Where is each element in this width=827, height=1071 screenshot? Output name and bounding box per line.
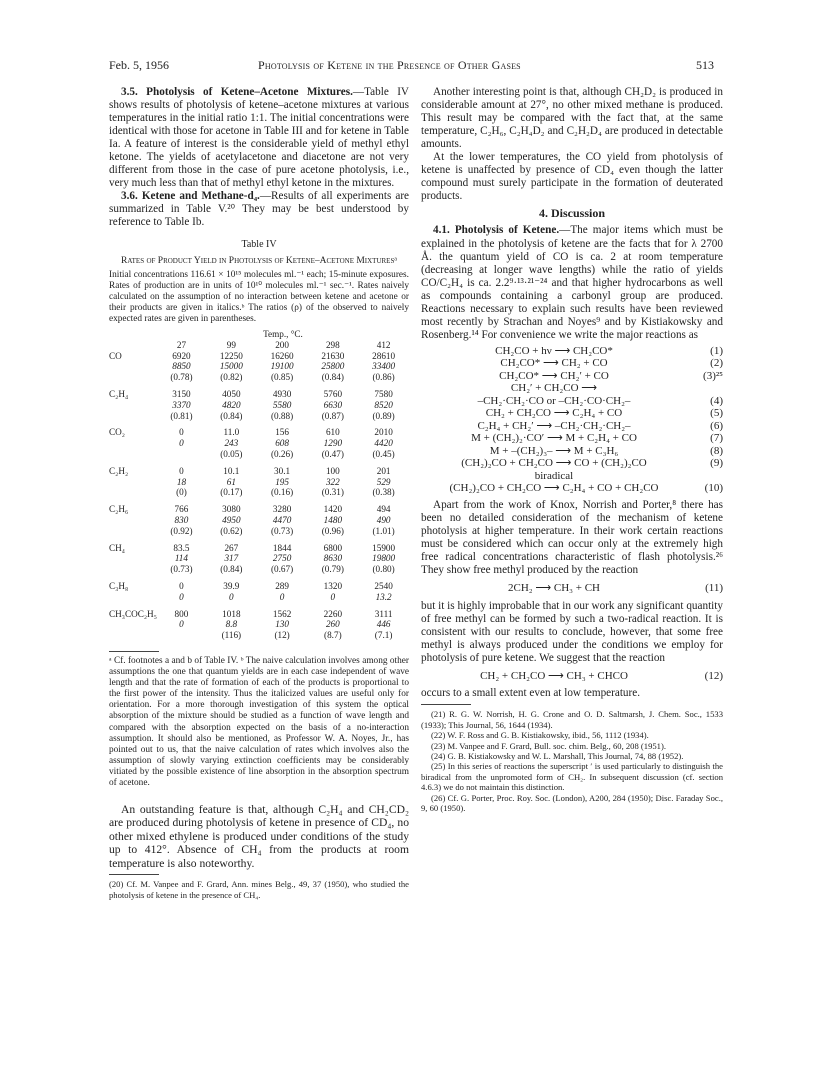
obs-cell: 12250 bbox=[219, 350, 243, 361]
obs-cell: 30.1 bbox=[274, 465, 291, 476]
ratio-cell: (0.85) bbox=[270, 372, 294, 383]
section-heading-discussion: 4. Discussion bbox=[538, 206, 606, 221]
table-row bbox=[109, 564, 409, 575]
calc-cell: 25800 bbox=[321, 361, 345, 372]
calc-cell: 0 bbox=[179, 438, 184, 449]
row-label: CO₂ bbox=[109, 427, 125, 438]
paragraph-text: —The major items which must be explained in the photolysis of ketene are the facts that for λ 2700 Å. the quantum yield of CO is ca. 2 at room temperature (decreasing at longer wave lengths) while the ratio of yields CO/C₂H₄ is ca. 2.2⁹·¹³·²¹⁻²⁴ and that higher hydrocarbons as well as compounds containing a carbonyl group are produced. Reactions necessary to explain such results have been reviewed most recently by Strachan and Noyes⁹ and by Kistiakowsky and Rosenberg.¹⁴ For convenience we write the major reactions as bbox=[421, 224, 723, 341]
calc-cell: 0 bbox=[179, 591, 184, 602]
table-temp-row bbox=[109, 340, 409, 351]
header-date: Feb. 5, 1956 bbox=[109, 58, 169, 72]
obs-cell: 6920 bbox=[172, 350, 191, 361]
paragraph-3-6 bbox=[109, 190, 409, 229]
temp-cell: 412 bbox=[376, 339, 391, 350]
reaction-equation bbox=[421, 382, 723, 395]
temp-cell: 200 bbox=[275, 339, 289, 350]
row-label: C₃H₈ bbox=[109, 580, 129, 591]
ratio-cell bbox=[157, 449, 206, 460]
row-label: C₂H₆ bbox=[109, 504, 129, 515]
table-row bbox=[109, 427, 409, 438]
equation-number: (6) bbox=[710, 419, 723, 432]
obs-cell: 201 bbox=[376, 465, 391, 476]
obs-cell: 2540 bbox=[374, 580, 393, 591]
table-row bbox=[109, 526, 409, 537]
calc-cell: 4820 bbox=[222, 399, 241, 410]
equation-12 bbox=[421, 670, 723, 683]
row-spacer bbox=[109, 641, 409, 647]
equation-number: (8) bbox=[710, 444, 723, 457]
running-title: Photolysis of Ketene in the Presence of Other Gases bbox=[258, 58, 521, 72]
paragraph-text: —Results of all experiments are summarized in Table V.²⁰ They may be best understood by reference to Table Ib. bbox=[109, 190, 410, 229]
ratio-cell: (0.86) bbox=[372, 372, 395, 383]
equation-text: (CH₂)₂CO + CH₂CO ⟶ CO + (CH₂)₂CO bbox=[461, 457, 647, 470]
equation-number bbox=[687, 470, 723, 483]
obs-cell: 5760 bbox=[323, 389, 343, 400]
table-title: Table IV bbox=[241, 238, 277, 250]
calc-cell: 5580 bbox=[272, 399, 292, 410]
ratio-cell: (0.88) bbox=[270, 410, 294, 421]
reaction-equation bbox=[421, 395, 723, 408]
calc-cell: 8630 bbox=[323, 553, 343, 564]
table-header-row bbox=[109, 329, 409, 340]
ratio-cell: (1.01) bbox=[372, 525, 395, 536]
footnote-rule bbox=[421, 704, 471, 705]
obs-cell: 3280 bbox=[272, 504, 292, 515]
ratio-cell: (0.73) bbox=[170, 564, 193, 575]
left-column bbox=[109, 86, 409, 900]
calc-cell: 0 bbox=[229, 591, 234, 602]
ratio-cell: (0.73) bbox=[270, 525, 294, 536]
footnote: (21) R. G. W. Norrish, H. G. Crone and O. D. Saltmarsh, J. Chem. Soc., 1533 (1933); This Journal, 56, 1644 (1934). bbox=[421, 709, 723, 730]
ratio-cell: (0.45) bbox=[372, 449, 395, 459]
calc-cell: 243 bbox=[224, 438, 239, 449]
footnote: (26) Cf. G. Porter, Proc. Roy. Soc. (London), A200, 284 (1950); Disc. Faraday Soc., 9, 60 (1950). bbox=[421, 792, 723, 814]
ratio-cell: (0.92) bbox=[170, 525, 193, 536]
ratio-cell: (7.1) bbox=[374, 630, 393, 641]
ratio-cell: (0.16) bbox=[270, 487, 294, 498]
obs-cell: 2260 bbox=[323, 608, 343, 619]
obs-cell: 100 bbox=[325, 465, 340, 476]
obs-cell: 289 bbox=[275, 580, 289, 591]
paragraph-occurs: occurs to a small extent even at low temperature. bbox=[421, 687, 641, 700]
section-heading-3-6: 3.6. Ketene and Methane-d₄. bbox=[121, 190, 260, 203]
obs-cell: 6800 bbox=[323, 542, 343, 553]
calc-cell: 195 bbox=[275, 476, 289, 487]
section-heading-4-1: 4.1. Photolysis of Ketene. bbox=[433, 224, 560, 237]
footnote-20: (20) Cf. M. Vanpee and F. Grard, Ann. mines Belg., 49, 37 (1950), who studied the photolysis of ketene in the presence of CH₄. bbox=[109, 879, 409, 900]
calc-cell: 4470 bbox=[272, 514, 292, 525]
data-table bbox=[109, 329, 409, 647]
reaction-equation bbox=[421, 357, 723, 370]
temp-cell: 298 bbox=[325, 339, 340, 350]
calc-cell: 3370 bbox=[172, 399, 191, 410]
footnote-rule bbox=[109, 651, 159, 652]
calc-cell: 4950 bbox=[222, 514, 241, 525]
right-column bbox=[421, 86, 723, 814]
obs-cell: 15900 bbox=[372, 542, 396, 553]
ratio-cell: (0.05) bbox=[220, 449, 243, 459]
table-row bbox=[109, 592, 409, 603]
obs-cell: 16260 bbox=[270, 350, 294, 361]
equation-text: biradical bbox=[534, 469, 574, 482]
table-caption: Rates of Product Yield in Photolysis of Ketene–Acetone Mixturesᵃ bbox=[121, 255, 397, 266]
calc-cell: 15000 bbox=[219, 361, 243, 372]
obs-cell: 2010 bbox=[374, 427, 393, 438]
calc-cell: 529 bbox=[376, 476, 391, 487]
obs-cell: 39.9 bbox=[223, 580, 240, 591]
obs-cell: 1844 bbox=[272, 542, 292, 553]
obs-cell: 610 bbox=[325, 427, 340, 438]
table-row bbox=[109, 581, 409, 592]
ratio-cell: (0.84) bbox=[220, 410, 243, 421]
calc-cell: 19100 bbox=[270, 361, 294, 372]
table-row bbox=[109, 351, 409, 362]
ratio-cell: (0.81) bbox=[170, 410, 193, 421]
obs-cell: 4930 bbox=[272, 389, 292, 400]
table-row bbox=[109, 609, 409, 620]
table-row bbox=[109, 619, 409, 630]
temp-header: Temp., °C. bbox=[263, 329, 303, 340]
obs-cell: 800 bbox=[174, 608, 189, 619]
reaction-equation bbox=[421, 470, 723, 483]
calc-cell: 19800 bbox=[372, 553, 396, 564]
ratio-cell: (12) bbox=[274, 630, 290, 641]
equation-text: 2CH₂ ⟶ CH₃ + CH bbox=[508, 582, 600, 595]
calc-cell: 317 bbox=[224, 553, 239, 564]
table-footnote: ᵃ Cf. footnotes a and b of Table IV. ᵇ The naive calculation involves among other assumptions the one that quantum yields are in each case independent of wave length and that the rate of formation of each of the products is proportional to the first power of the intensity. Thus the italicized values are useful only for orientation. For a more thorough investigation of this system the optical absorption of the mixture should be studied as a function of wave length and compared with the absorption expected on the basis of a no-interaction assumption. It should also be mentioned, as Professor W. A. Noyes, Jr., has pointed out to us, that the naive calculation of rates which involves also the assumption of slowly varying extinction coefficients may be considerably vitiated by the possible existence of line absorption in the absorption spectrum of acetone. bbox=[109, 655, 409, 788]
obs-cell: 0 bbox=[179, 465, 184, 476]
obs-cell: 10.1 bbox=[223, 465, 240, 476]
calc-cell: 446 bbox=[376, 619, 391, 630]
calc-cell: 4420 bbox=[374, 438, 393, 449]
paragraph-mixed-methane: Another interesting point is that, although CH₂D₂ is produced in considerable amount at 27°, no other mixed methane is produced. This result may be compared with the fact that, at the same temperature, C₂H₆, C₂H₄D₂ and C₂H₂D₄ are produced in detectable amounts. bbox=[421, 86, 723, 151]
page-number: 513 bbox=[696, 58, 714, 72]
ratio-cell: (0.17) bbox=[220, 487, 243, 498]
obs-cell: 3080 bbox=[222, 504, 241, 515]
ratio-cell: (0.79) bbox=[321, 564, 344, 575]
equation-number: (4) bbox=[710, 394, 723, 407]
equation-text: CH₂ + CH₂CO ⟶ C₂H₄ + CO bbox=[485, 407, 623, 420]
equation-number bbox=[687, 382, 723, 395]
calc-cell: 114 bbox=[174, 553, 188, 564]
obs-cell: 1018 bbox=[222, 608, 241, 619]
equation-text: CH₂CO + hν ⟶ CH₂CO* bbox=[495, 344, 613, 357]
ratio-cell: (0.78) bbox=[170, 372, 193, 383]
row-label: CO bbox=[109, 350, 122, 361]
paragraph-knox: Apart from the work of Knox, Norrish and Porter,⁸ there has been no detailed consideration of the mechanism of ketene photolysis at higher temperature. In their work certain reactions must be considered which can occur only at the extremely high free radical concentrations characteristic of flash photolysis.²⁶ They show free methyl produced by the reaction bbox=[421, 498, 723, 577]
footnote: (24) G. B. Kistiakowsky and W. L. Marshall, This Journal, 74, 88 (1952). bbox=[431, 751, 684, 762]
temp-cell: 27 bbox=[176, 339, 187, 350]
ratio-cell: (8.7) bbox=[324, 630, 342, 641]
obs-cell: 0 bbox=[179, 580, 184, 591]
calc-cell: 0 bbox=[330, 591, 336, 602]
footnote: (23) M. Vanpee and F. Grard, Bull. soc. chim. Belg., 60, 208 (1951). bbox=[431, 740, 666, 751]
ratio-cell: (116) bbox=[221, 630, 242, 641]
obs-cell: 1320 bbox=[323, 580, 343, 591]
obs-cell: 28610 bbox=[372, 350, 396, 361]
table-row bbox=[109, 553, 409, 564]
obs-cell: 494 bbox=[376, 504, 391, 515]
table-row bbox=[109, 477, 409, 488]
equation-text: CH₂ + CH₂CO ⟶ CH₃ + CHCO bbox=[480, 669, 628, 682]
equation-text: C₂H₄ + CH₂′ ⟶ –CH₂·CH₂·CH₂– bbox=[477, 419, 631, 432]
calc-cell: 18 bbox=[176, 476, 187, 487]
equation-text: M + –(CH₂)₃– ⟶ M + C₃H₆ bbox=[489, 444, 619, 457]
equation-number: (5) bbox=[710, 407, 723, 420]
section-heading-3-5: 3.5. Photolysis of Ketene–Acetone Mixtures. bbox=[121, 86, 353, 98]
calc-cell: 61 bbox=[226, 476, 236, 487]
table-note: Initial concentrations 116.61 × 10¹⁵ molecules ml.⁻¹ each; 15-minute exposures. Rates of production are in units of 10¹⁰ molecules ml.⁻¹ sec.⁻¹. Rates naively calculated on the assumption of no interaction between ketene and acetone or their products are given in italics.ᵇ The ratios (ρ) of the observed to naively expected rates are given in parentheses. bbox=[109, 269, 409, 324]
table-row bbox=[109, 361, 409, 372]
row-label: CH₃COC₂H₅ bbox=[109, 608, 157, 619]
obs-cell: 4050 bbox=[222, 389, 241, 400]
equation-number: (9) bbox=[710, 457, 723, 470]
table-row bbox=[109, 372, 409, 383]
footnote: (25) In this series of reactions the superscript ′ is used particularly to distinguish the biradical from the unpromoted form of CH₂. In subsequent discussion (cf. section 4.6.3) we do not maintain this distinction. bbox=[421, 761, 723, 793]
calc-cell: 608 bbox=[275, 438, 289, 449]
ratio-cell: (0.62) bbox=[220, 525, 243, 536]
table-row bbox=[109, 487, 409, 498]
calc-cell: 1290 bbox=[323, 438, 343, 449]
paragraph-text: —Table IV shows results of photolysis of ketene–acetone mixtures at various temperatures in the initial ratio 1:1. The initial concentrations were identical with those for acetone in Table III and for ketene in Table Ia. A feature of interest is the considerable yield of methyl ethyl ketone. The yields of acetylacetone and diacetone are not very different from those in the case of pure acetone photolysis, i.e., very much less than that of methyl ethyl ketone in the mixtures. bbox=[109, 86, 409, 190]
obs-cell: 1420 bbox=[323, 504, 343, 515]
obs-cell: 1562 bbox=[272, 608, 292, 619]
paragraph-improbable: but it is highly improbable that in our work any significant quantity of free methyl can be formed by such a two-radical reaction. It is consistent with our results to conclude, however, that some free methyl is always produced under the conditions we employ for photolysis of pure ketene. We suggest that the reaction bbox=[421, 599, 723, 664]
table-row bbox=[109, 389, 409, 400]
obs-cell: 766 bbox=[174, 504, 189, 515]
equation-text: M + (CH₂)₂·CO′ ⟶ M + C₂H₄ + CO bbox=[471, 432, 637, 445]
reaction-equation bbox=[421, 420, 723, 433]
ratio-cell: (0.84) bbox=[220, 564, 243, 575]
obs-cell: 3111 bbox=[374, 608, 393, 619]
table-row bbox=[109, 449, 409, 460]
ratio-cell: (0) bbox=[176, 487, 187, 498]
calc-cell: 130 bbox=[275, 619, 289, 630]
equation-number: (10) bbox=[704, 482, 723, 495]
equation-number: (2) bbox=[710, 357, 723, 370]
calc-cell: 322 bbox=[325, 476, 340, 487]
obs-cell: 3150 bbox=[172, 389, 191, 400]
equation-number: (3)²⁵ bbox=[703, 369, 723, 382]
table-row bbox=[109, 630, 409, 641]
paragraph-feature: An outstanding feature is that, although C₂H₄ and CH₂CD₂ are produced during photolysis of ketene in presence of CD₄, no other mixed ethylene is produced under conditions of the study up to 412°. Absence of CH₄ from the products at room temperature is also noteworthy. bbox=[109, 803, 409, 870]
calc-cell: 6630 bbox=[323, 399, 343, 410]
equation-number: (11) bbox=[705, 582, 723, 595]
equation-text: CH₂′ + CH₂CO ⟶ bbox=[510, 382, 598, 395]
calc-cell: 830 bbox=[174, 514, 189, 525]
obs-cell: 156 bbox=[275, 427, 289, 438]
calc-cell: 490 bbox=[376, 514, 391, 525]
paragraph-4-1 bbox=[421, 224, 723, 341]
equation-text: CH₂CO* ⟶ CH₂ + CO bbox=[500, 357, 608, 370]
calc-cell: 33400 bbox=[372, 361, 396, 372]
calc-cell: 1480 bbox=[323, 514, 343, 525]
reaction-equation bbox=[421, 370, 723, 383]
ratio-cell: (0.80) bbox=[372, 564, 395, 575]
equation-11 bbox=[421, 582, 723, 595]
paragraph-3-5 bbox=[109, 86, 409, 190]
reaction-equation bbox=[421, 482, 723, 495]
calc-cell: 0 bbox=[179, 619, 184, 630]
ratio-cell: (0.82) bbox=[220, 372, 243, 383]
calc-cell: 0 bbox=[279, 591, 285, 602]
reaction-equation bbox=[421, 407, 723, 420]
obs-cell: 21630 bbox=[321, 350, 345, 361]
obs-cell: 83.5 bbox=[173, 542, 190, 553]
ratio-cell: (0.89) bbox=[372, 410, 395, 421]
ratio-cell: (0.67) bbox=[270, 564, 294, 575]
paragraph-co-yield: At the lower temperatures, the CO yield from photolysis of ketene is unaffected by presence of CD₄ even though the latter compound must surely participate in the formation of deuterated products. bbox=[421, 151, 723, 203]
table-row bbox=[109, 515, 409, 526]
obs-cell: 267 bbox=[224, 542, 239, 553]
calc-cell: 8520 bbox=[374, 399, 393, 410]
footnote-rule bbox=[109, 874, 159, 875]
equation-text: CH₂CO* ⟶ CH₂′ + CO bbox=[499, 369, 609, 382]
ratio-cell: (0.38) bbox=[372, 487, 395, 498]
temp-cell: 99 bbox=[226, 339, 236, 350]
reaction-equation bbox=[421, 432, 723, 445]
row-label: CH₄ bbox=[109, 542, 125, 553]
table-row bbox=[109, 411, 409, 422]
footnotes bbox=[421, 709, 723, 813]
ratio-cell: (0.84) bbox=[321, 372, 344, 383]
reaction-equation bbox=[421, 457, 723, 470]
equation-text: (CH₂)₂CO + CH₂CO ⟶ C₂H₄ + CO + CH₂CO bbox=[449, 482, 659, 495]
reaction-equation bbox=[421, 445, 723, 458]
table-row bbox=[109, 543, 409, 554]
row-label: C₂H₂ bbox=[109, 465, 129, 476]
calc-cell: 8.8 bbox=[225, 619, 238, 630]
row-label: C₂H₄ bbox=[109, 389, 129, 400]
reaction-equations bbox=[421, 345, 723, 495]
reaction-equation bbox=[421, 345, 723, 358]
ratio-cell: (0.87) bbox=[321, 410, 344, 421]
equation-number: (1) bbox=[710, 344, 723, 357]
obs-cell: 0 bbox=[179, 427, 184, 438]
table-row bbox=[109, 466, 409, 477]
table-row bbox=[109, 438, 409, 449]
calc-cell: 8850 bbox=[172, 361, 191, 372]
equation-number: (7) bbox=[710, 432, 723, 445]
calc-cell: 2750 bbox=[272, 553, 292, 564]
equation-text: –CH₂·CH₂·CO or –CH₂·CO·CH₂– bbox=[477, 394, 631, 407]
ratio-cell: (0.31) bbox=[321, 487, 344, 498]
ratio-cell: (0.47) bbox=[321, 449, 344, 459]
footnote: (22) W. F. Ross and G. B. Kistiakowsky, ibid., 56, 1112 (1934). bbox=[431, 730, 649, 741]
obs-cell: 7580 bbox=[374, 389, 393, 400]
ratio-cell: (0.26) bbox=[270, 449, 294, 459]
ratio-cell bbox=[157, 630, 206, 641]
table-row bbox=[109, 400, 409, 411]
calc-cell: 13.2 bbox=[375, 591, 392, 602]
equation-number: (12) bbox=[704, 669, 723, 682]
obs-cell: 11.0 bbox=[223, 427, 240, 438]
table-row bbox=[109, 504, 409, 515]
ratio-cell: (0.96) bbox=[321, 525, 344, 536]
calc-cell: 260 bbox=[325, 619, 340, 630]
